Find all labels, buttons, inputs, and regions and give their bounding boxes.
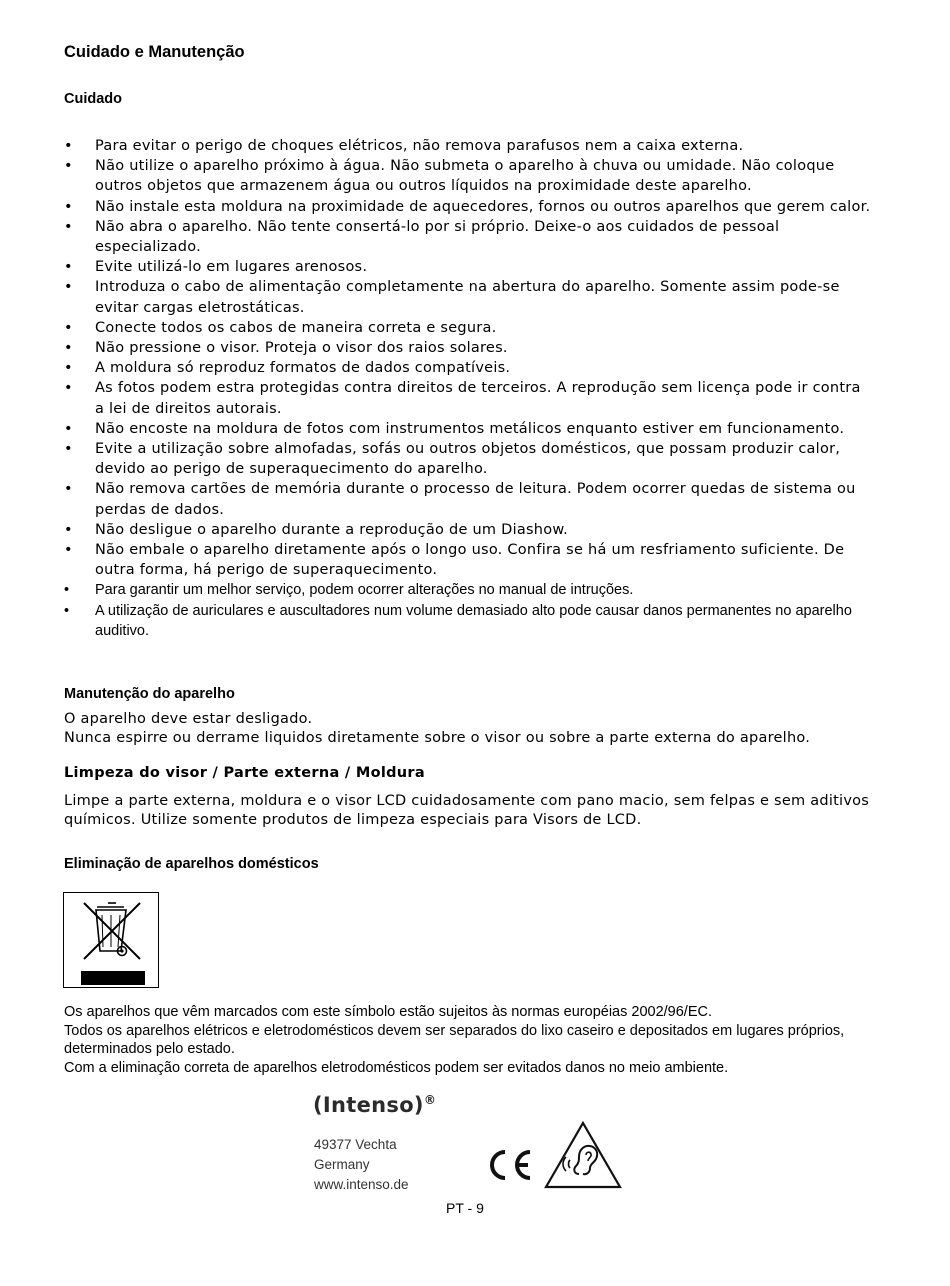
list-item: • A utilização de auriculares e auscultadores num volume demasiado alto pode causar danos permanentes no aparelho auditivo. bbox=[64, 602, 852, 639]
website-text: www.intenso.de bbox=[314, 1177, 409, 1192]
list-item: • Não pressione o visor. Proteja o visor dos raios solares. bbox=[64, 340, 508, 357]
list-item: • Para garantir um melhor serviço, podem ocorrer alterações no manual de intruções. bbox=[64, 582, 634, 599]
hearing-warning-icon bbox=[543, 1120, 623, 1195]
manufacturer-address: 49377 Vechta Germany www.intenso.de bbox=[314, 1135, 409, 1195]
disposal-line: Com a eliminação correta de aparelhos eletrodomésticos podem ser evitados danos no meio ambiente. bbox=[64, 1059, 729, 1076]
disposal-heading: Eliminação de aparelhos domésticos bbox=[64, 856, 319, 872]
ce-mark-icon bbox=[484, 1147, 534, 1188]
list-item: • A moldura só reproduz formatos de dados compatíveis. bbox=[64, 360, 511, 377]
page-number: PT - 9 bbox=[446, 1200, 484, 1216]
list-item: • Não abra o aparelho. Não tente consertá-lo por si próprio. Deixe-o aos cuidados de pessoal especializado. bbox=[64, 218, 780, 256]
list-item: • As fotos podem estra protegidas contra direitos de terceiros. A reprodução sem licença pode ir contra a lei de direitos autorais. bbox=[64, 380, 861, 417]
list-item: • Evite a utilização sobre almofadas, sofás ou outros objetos domésticos, que possam produzir calor, devido ao perigo de superaquecimento do aparelho. bbox=[64, 441, 841, 478]
care-heading: Cuidado bbox=[64, 91, 122, 107]
cleaning-text: Limpe a parte externa, moldura e o visor LCD cuidadosamente com pano macio, sem felpas e sem aditivos químicos. Utilize somente produtos de limpeza especiais para Visors de LCD. bbox=[64, 793, 870, 828]
list-item: • Introduza o cabo de alimentação completamente na abertura do aparelho. Somente assim pode-se evitar cargas eletrostáticas. bbox=[64, 279, 840, 316]
list-item: • Não embale o aparelho diretamente após o longo uso. Confira se há um resfriamento suficiente. De outra forma, há perigo de superaquecimento. bbox=[64, 542, 845, 579]
disposal-text bbox=[64, 1003, 884, 1077]
list-item: • Não desligue o aparelho durante a reprodução de um Diashow. bbox=[64, 521, 568, 538]
maintenance-line: Nunca espirre ou derrame liquidos diretamente sobre o visor ou sobre a parte externa do aparelho. bbox=[64, 729, 811, 746]
list-item: • Conecte todos os cabos de maneira correta e segura. bbox=[64, 319, 497, 336]
list-item: • Não remova cartões de memória durante o processo de leitura. Podem ocorrer quedas de sistema ou perdas de dados. bbox=[64, 481, 856, 518]
brand-logo: (Intenso)® bbox=[313, 1093, 437, 1117]
list-item: • Para evitar o perigo de choques elétricos, não remova parafusos nem a caixa externa. bbox=[64, 138, 744, 154]
care-list bbox=[64, 136, 874, 641]
disposal-line: Os aparelhos que vêm marcados com este símbolo estão sujeitos às normas européias 2002/96/EC. bbox=[64, 1004, 713, 1020]
crossed-out-wheelie-bin-icon bbox=[63, 892, 159, 988]
list-item: • Evite utilizá-lo em lugares arenosos. bbox=[64, 259, 368, 276]
list-item: • Não instale esta moldura na proximidade de aquecedores, fornos ou outros aparelhos que gerem calor. bbox=[64, 198, 871, 215]
list-item: • Não utilize o aparelho próximo à água. Não submeta o aparelho à chuva ou umidade. Não coloque outros objetos que armazenem água ou outros líquidos na proximidade deste aparelho. bbox=[64, 158, 835, 195]
cleaning-heading: Limpeza do visor / Parte externa / Moldura bbox=[64, 765, 425, 781]
disposal-line: Todos os aparelhos elétricos e eletrodomésticos devem ser separados do lixo caseiro e depositados em lugares próprios, determinados pelo estado. bbox=[64, 1022, 845, 1057]
maintenance-heading: Manutenção do aparelho bbox=[64, 686, 235, 702]
maintenance-line: O aparelho deve estar desligado. bbox=[64, 711, 313, 727]
maintenance-text bbox=[64, 710, 884, 747]
page-title: Cuidado e Manutenção bbox=[64, 43, 245, 61]
list-item: • Não encoste na moldura de fotos com instrumentos metálicos enquanto estiver em funcionamento. bbox=[64, 420, 845, 437]
